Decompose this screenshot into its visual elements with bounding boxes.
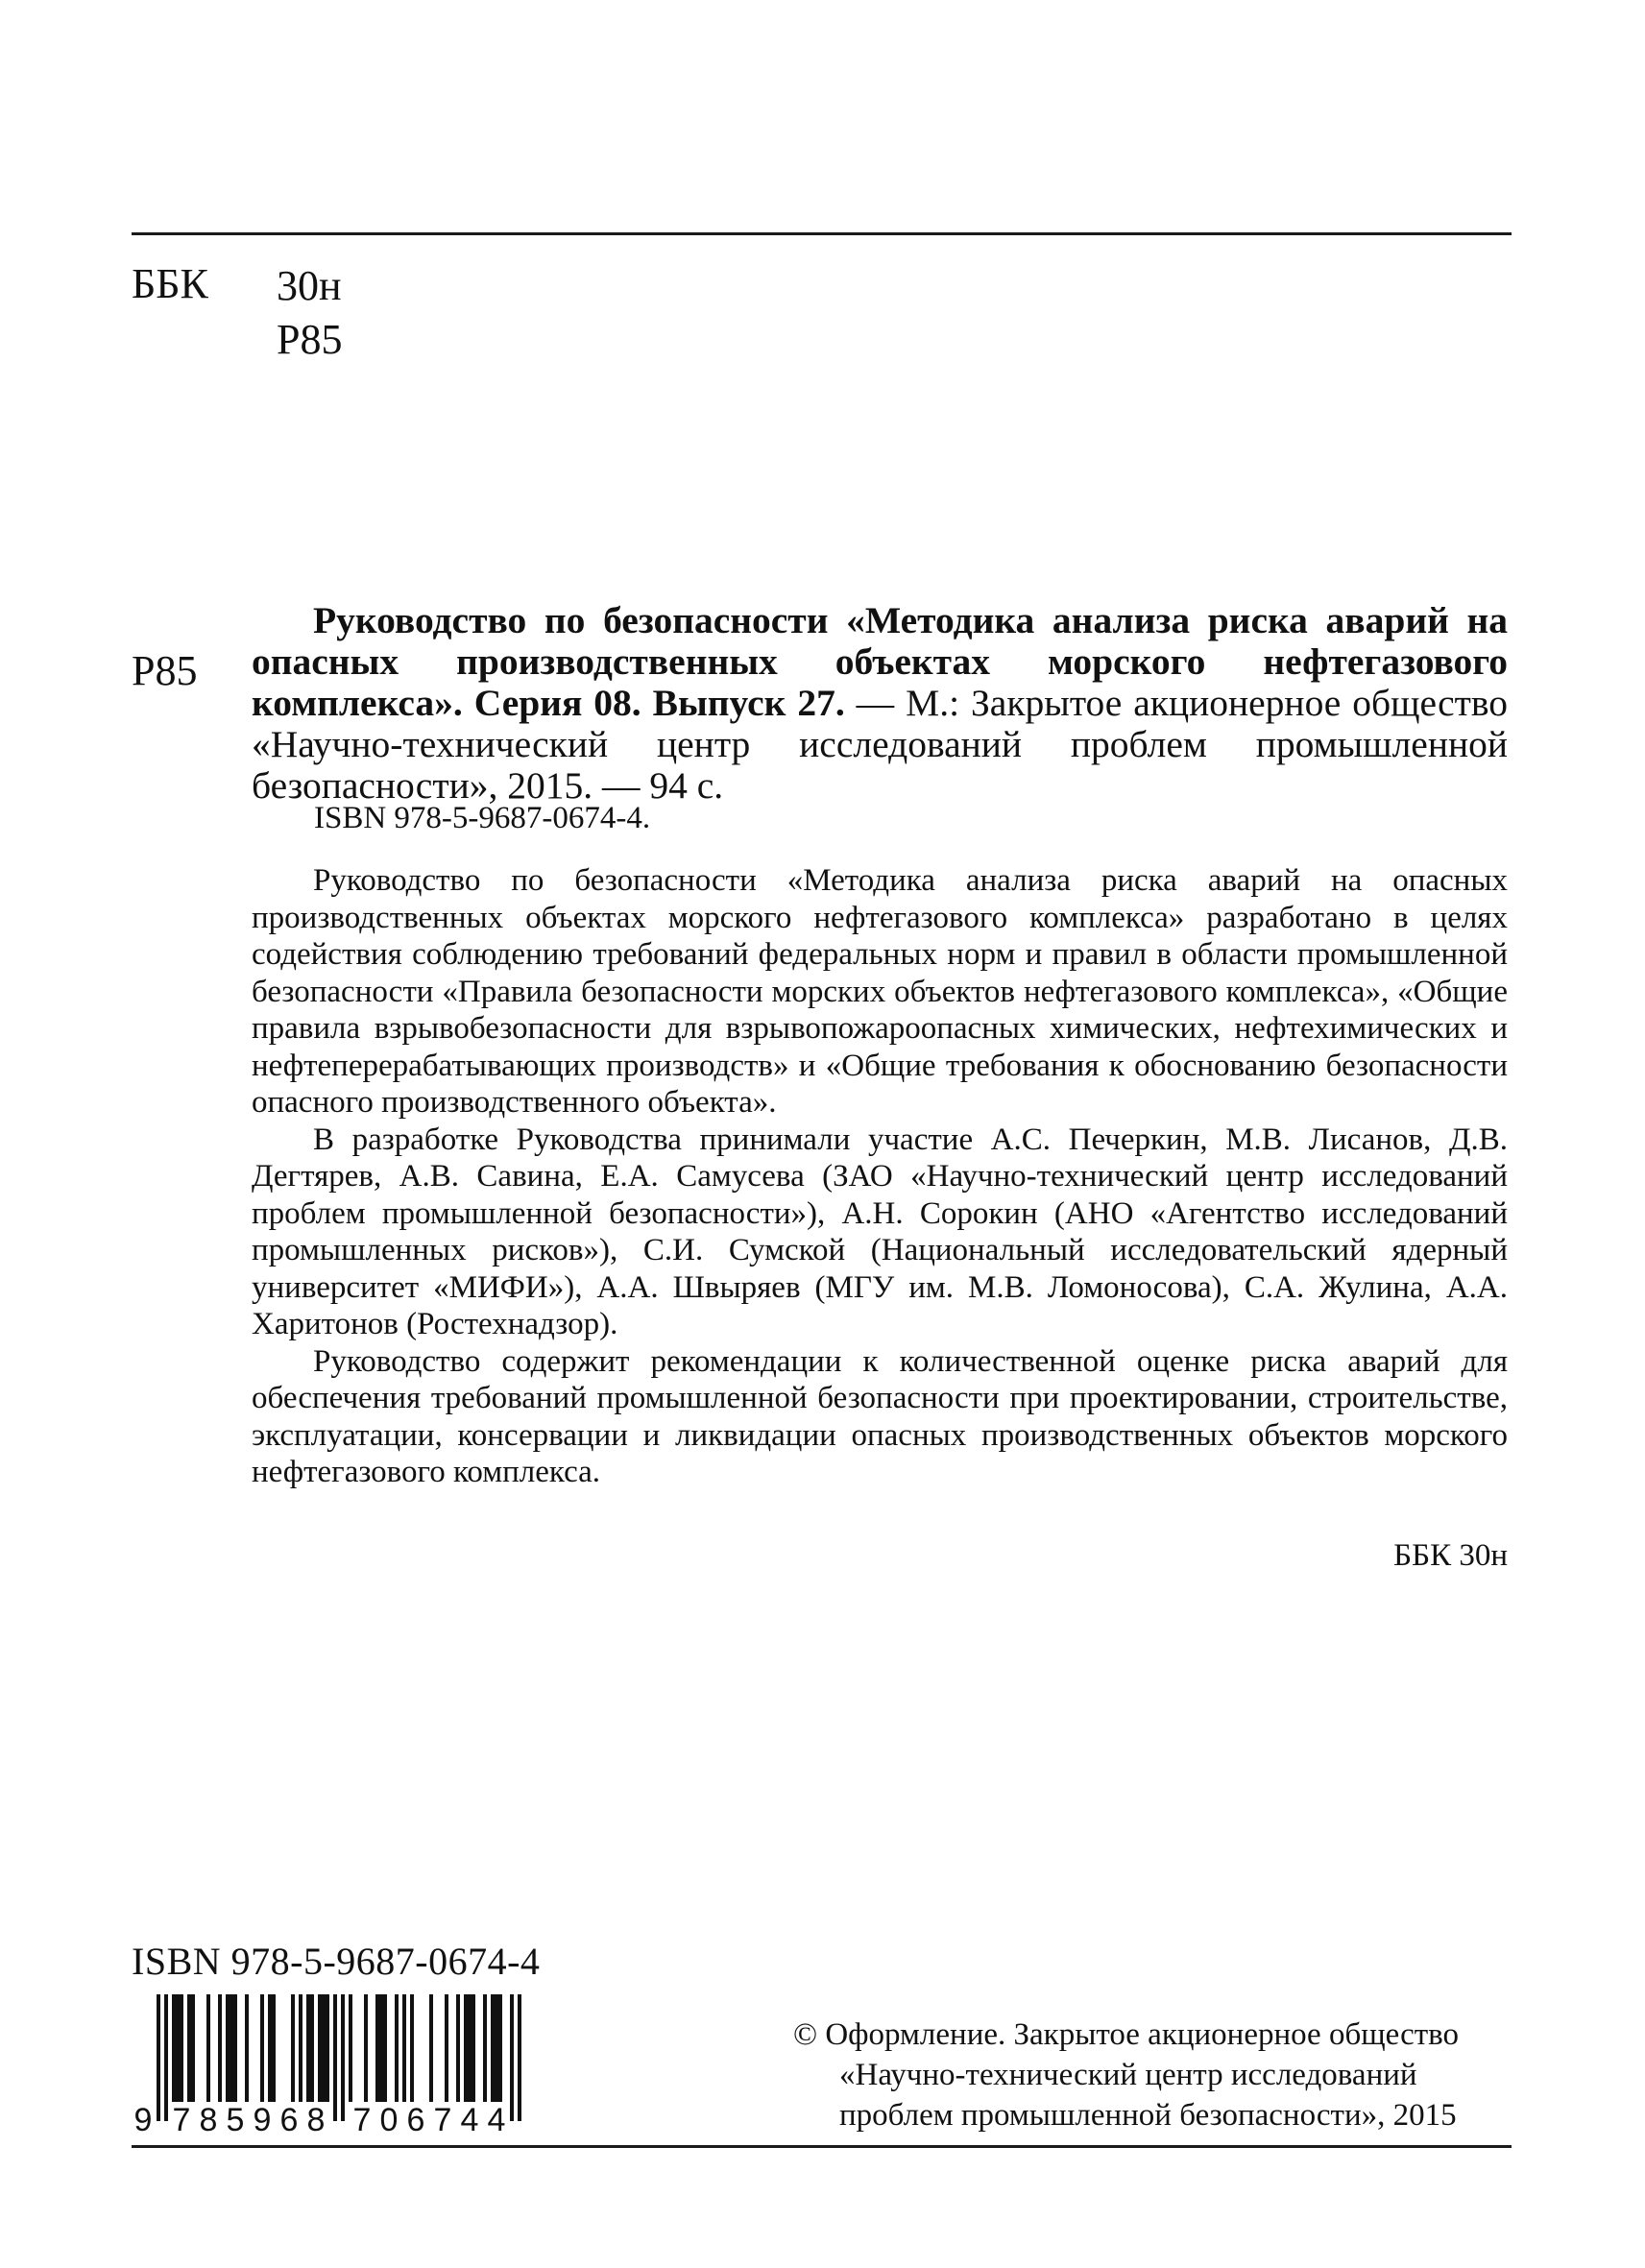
barcode-digit: 5: [226, 2102, 245, 2135]
barcode-bar: [333, 1994, 337, 2121]
barcode-bar: [180, 1994, 183, 2102]
annotation: [252, 862, 1508, 1491]
barcode-digit: 0: [379, 2102, 399, 2135]
barcode-bar: [379, 1994, 383, 2102]
barcode-bar: [206, 1994, 210, 2102]
barcode-bar: [402, 1994, 406, 2102]
barcode-digit: 7: [433, 2102, 452, 2135]
barcode-bar: [464, 1994, 468, 2102]
barcode-bar: [157, 1994, 160, 2121]
barcode-bar: [468, 1994, 472, 2102]
barcode-bar: [341, 1994, 345, 2121]
barcode-bar: [456, 1994, 460, 2102]
bibliographic-record: [252, 600, 1508, 807]
annotation-paragraph-1: Руководство по безопасности «Методика анализа риска аварий на опасных производственных объектах морского нефтегазового комплекса» разработано в целях содействия соблюдению требований федеральных норм и правил в области промышленной безопасности «Правила безопасности морских объектов нефтегазового комплекса», «Общие правила взрывобезопасности для взрывопожароопасных химических, нефтехимических и нефтеперерабатывающих производств» и «Общие требования к обоснованию безопасности опасного производственного объекта».: [252, 863, 1508, 1120]
barcode-bar: [268, 1994, 272, 2102]
barcode-digit: 9: [133, 2102, 153, 2135]
author-mark-side: Р85: [132, 647, 198, 694]
isbn-barcode: [132, 1991, 533, 2135]
bbk-code: 30н: [277, 262, 342, 309]
barcode-bar: [498, 1994, 502, 2102]
barcode-bar: [349, 1994, 352, 2102]
barcode-bar: [491, 1994, 495, 2102]
barcode-digit: 6: [406, 2102, 425, 2135]
barcode-digit: 4: [487, 2102, 506, 2135]
barcode-bar: [272, 1994, 276, 2102]
barcode-digit: 8: [306, 2102, 326, 2135]
barcode-bar: [322, 1994, 326, 2102]
barcode-bar: [383, 1994, 387, 2102]
author-mark-code: Р85: [277, 316, 343, 363]
barcode-bar: [429, 1994, 433, 2102]
barcode-bar: [230, 1994, 233, 2102]
barcode-bar: [326, 1994, 329, 2102]
barcode-digit: 7: [172, 2102, 191, 2135]
barcode-bar: [318, 1994, 322, 2102]
barcode-bar: [172, 1994, 176, 2102]
barcode-digit: 9: [253, 2102, 272, 2135]
copyright-line-2: «Научно-технический центр исследований: [839, 2058, 1417, 2092]
annotation-paragraph-3: Руководство содержит рекомендации к количественной оценке риска аварий для обеспечения требований промышленной безопасности при проектировании, строительстве, эксплуатации, консервации и ликвидации опасных производственных объектов морского нефтегазового комплекса.: [252, 1343, 1508, 1489]
copyright-line-3: проблем промышленной безопасности», 2015: [839, 2098, 1457, 2133]
barcode-bar: [364, 1994, 368, 2102]
barcode-bar: [410, 1994, 414, 2102]
isbn-line: ISBN 978-5-9687-0674-4.: [314, 801, 651, 835]
barcode-bar: [233, 1994, 237, 2102]
barcode-bar: [291, 1994, 295, 2102]
annotation-paragraph-2: В разработке Руководства принимали участие А.С. Печеркин, М.В. Лисанов, Д.В. Дегтярев, А.В. Савина, Е.А. Самусева (ЗАО «Научно-технический центр исследований проблем промышленной безопасности»), А.Н. Сорокин (АНО «Агентство исследований промышленных рисков»), С.И. Сумской (Национальный исследовательский ядерный университет «МИФИ»), А.А. Швыряев (МГУ им. М.В. Ломоносова), С.А. Жулина, А.А. Харитонов (Ростехнадзор).: [252, 1122, 1508, 1341]
barcode-digit: 8: [199, 2102, 218, 2135]
biblio-publisher: — М.: Закрытое акционерное общество «Научно-технический центр исследований проблем промышленной безопасности», 2015. — 94 с.: [252, 682, 1508, 807]
barcode-bar: [245, 1994, 249, 2102]
biblio-title: Руководство по безопасности «Методика анализа риска аварий на опасных производственных объектах морского нефтегазового комплекса». Серия 08. Выпуск 27.: [252, 599, 1508, 724]
barcode-digit: 6: [279, 2102, 299, 2135]
barcode-bar: [472, 1994, 475, 2102]
bbk-codes: [277, 259, 342, 367]
barcode-bar: [483, 1994, 487, 2102]
barcode-bar: [510, 1994, 514, 2121]
barcode-bar: [260, 1994, 264, 2102]
barcode-bar: [187, 1994, 191, 2102]
barcode-bar: [176, 1994, 180, 2102]
barcode-digit: 4: [460, 2102, 479, 2135]
barcode-bar: [395, 1994, 399, 2102]
barcode-isbn-label: ISBN 978-5-9687-0674-4: [132, 1940, 541, 1983]
barcode-bar: [164, 1994, 168, 2121]
barcode-graphic: [132, 1991, 533, 2135]
barcode-bar: [191, 1994, 195, 2102]
copyright-line-1: © Оформление. Закрытое акционерное общество: [793, 2017, 1460, 2052]
barcode-bar: [518, 1994, 521, 2121]
copyright-block: [793, 2015, 1513, 2135]
bbk-label: ББК: [132, 260, 208, 307]
barcode-bar: [375, 1994, 379, 2102]
bbk-right: ББК 30н: [1393, 1538, 1508, 1573]
barcode-bar: [299, 1994, 302, 2102]
barcode-bar: [495, 1994, 498, 2102]
barcode-digit: 7: [352, 2102, 372, 2135]
barcode-bar: [226, 1994, 230, 2102]
bottom-rule: [132, 2145, 1512, 2148]
barcode-bar: [306, 1994, 310, 2102]
barcode-bar: [445, 1994, 448, 2102]
barcode-bar: [310, 1994, 314, 2102]
top-rule: [132, 232, 1512, 235]
barcode-bar: [218, 1994, 222, 2102]
